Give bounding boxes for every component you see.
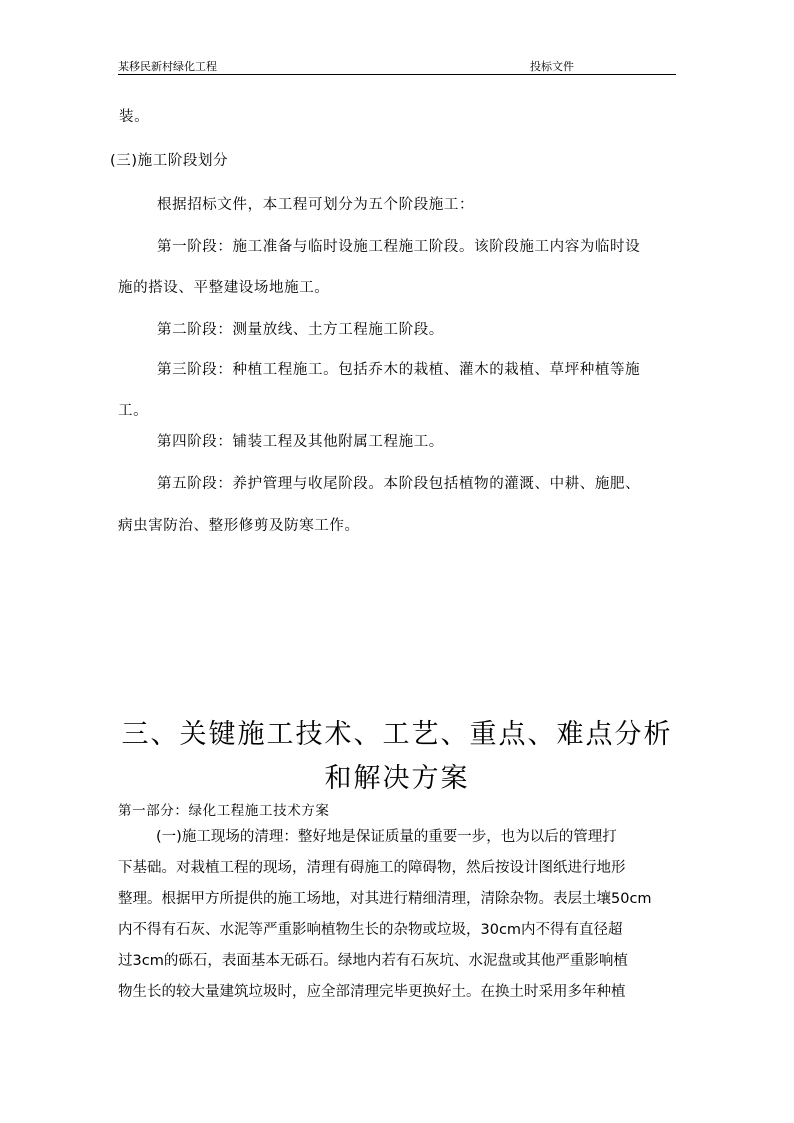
stage-1-line-1: 第一阶段：施工准备与临时设施工程施工阶段。该阶段施工内容为临时设 bbox=[157, 239, 641, 255]
stages-intro: 根据招标文件，本工程可划分为五个阶段施工： bbox=[157, 197, 475, 213]
continued-text: 装。 bbox=[119, 109, 150, 125]
paragraph-line: (一)施工现场的清理：整好地是保证质量的重要一步，也为以后的管理打 bbox=[156, 829, 617, 845]
stage-2: 第二阶段：测量放线、土方工程施工阶段。 bbox=[157, 322, 444, 338]
stage-5-line-2: 病虫害防治、整形修剪及防寒工作。 bbox=[118, 518, 360, 534]
page-header bbox=[118, 56, 676, 75]
paragraph-line: 整理。根据甲方所提供的施工场地，对其进行精细清理，清除杂物。表层土壤50cm bbox=[118, 891, 652, 907]
header-project-name: 某移民新村绿化工程 bbox=[118, 60, 217, 73]
section-title-line-1: 三、关键施工技术、工艺、重点、难点分析 bbox=[121, 719, 673, 750]
stage-1-line-2: 施的搭设、平整建设场地施工。 bbox=[118, 280, 330, 296]
paragraph-line: 内不得有石灰、水泥等严重影响植物生长的杂物或垃圾，30cm内不得有直径超 bbox=[118, 922, 623, 938]
section-title-line-2: 和解决方案 bbox=[324, 763, 470, 794]
stage-3-line-1: 第三阶段：种植工程施工。包括乔木的栽植、灌木的栽植、草坪种植等施 bbox=[157, 362, 641, 378]
stage-5-line-1: 第五阶段：养护管理与收尾阶段。本阶段包括植物的灌溉、中耕、施肥、 bbox=[157, 476, 641, 492]
subheading-construction-stages: (三)施工阶段划分 bbox=[110, 153, 229, 169]
stage-4: 第四阶段：铺装工程及其他附属工程施工。 bbox=[157, 434, 444, 450]
paragraph-line: 过3cm的砾石，表面基本无砾石。绿地内若有石灰坑、水泥盘或其他严重影响植 bbox=[118, 953, 628, 969]
header-document-type: 投标文件 bbox=[530, 60, 574, 73]
paragraph-line: 物生长的较大量建筑垃圾时，应全部清理完毕更换好土。在换土时采用多年种植 bbox=[118, 984, 626, 1000]
part-heading: 第一部分：绿化工程施工技术方案 bbox=[118, 803, 330, 819]
site-clearing-paragraph bbox=[118, 822, 678, 1008]
stage-3-line-2: 工。 bbox=[118, 403, 149, 419]
paragraph-line: 下基础。对栽植工程的现场，清理有碍施工的障碍物，然后按设计图纸进行地形 bbox=[118, 860, 626, 876]
